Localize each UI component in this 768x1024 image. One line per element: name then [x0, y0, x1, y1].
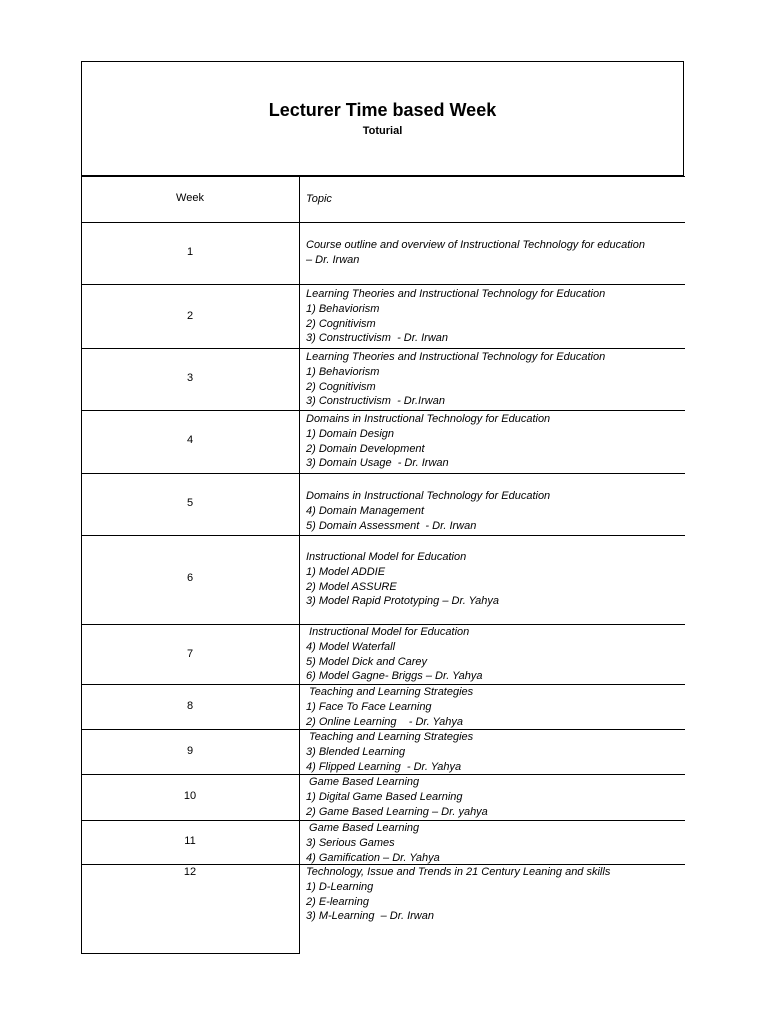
week-number: 9	[186, 745, 194, 757]
topic-line: 3) Domain Usage - Dr. Irwan	[306, 457, 449, 470]
topic-cell	[306, 865, 685, 924]
topic-line: Teaching and Learning Strategies	[306, 731, 474, 743]
week-number: 8	[186, 700, 194, 712]
topic-cell	[306, 489, 685, 533]
topic-line: 2) Cognitivism	[306, 380, 376, 393]
topic-line: 5) Model Dick and Carey	[306, 655, 428, 668]
table-row	[81, 410, 685, 473]
topic-cell	[306, 287, 685, 346]
table-row	[81, 684, 685, 729]
topic-cell	[306, 625, 685, 684]
week-number: 6	[186, 572, 194, 584]
topic-cell	[306, 238, 685, 268]
week-number: 1	[186, 246, 194, 258]
topic-line: 1) Face To Face Learning	[306, 700, 432, 713]
title-box	[81, 61, 684, 176]
topic-line: Instructional Model for Education	[306, 551, 467, 563]
table-row	[81, 284, 685, 348]
topic-line: Game Based Learning	[306, 776, 420, 788]
topic-line: 4) Domain Management	[306, 504, 425, 517]
topic-cell	[306, 412, 685, 471]
week-number: 11	[184, 835, 196, 847]
topic-line: Domains in Instructional Technology for Education	[306, 490, 551, 502]
column-header-topic: Topic	[306, 193, 332, 205]
table-row	[81, 348, 685, 410]
week-number: 2	[186, 310, 194, 322]
column-header-week: Week	[176, 192, 204, 204]
topic-line: Course outline and overview of Instructional Technology for education	[306, 239, 645, 251]
topic-line: 3) Constructivism - Dr.Irwan	[306, 395, 445, 408]
topic-line: 1) Digital Game Based Learning	[306, 790, 463, 803]
topic-cell	[306, 550, 685, 609]
topic-cell	[306, 730, 685, 774]
topic-line: – Dr. Irwan	[306, 253, 360, 266]
week-number: 10	[183, 790, 197, 802]
topic-line: 2) E-learning	[306, 895, 369, 908]
table-row	[81, 535, 685, 624]
topic-line: 2) Game Based Learning – Dr. yahya	[306, 805, 488, 818]
topic-line: Game Based Learning	[306, 822, 420, 834]
topic-line: 3) Serious Games	[306, 836, 395, 849]
topic-line: 3) Model Rapid Prototyping – Dr. Yahya	[306, 595, 500, 608]
page-subtitle: Toturial	[362, 125, 403, 137]
topic-line: 1) D-Learning	[306, 880, 374, 893]
topic-cell	[306, 685, 685, 729]
topic-line: 4) Flipped Learning - Dr. Yahya	[306, 760, 462, 773]
topic-cell	[306, 350, 685, 409]
topic-line: 3) Blended Learning	[306, 745, 406, 758]
topic-line: 1) Domain Design	[306, 427, 395, 440]
topic-line: 2) Model ASSURE	[306, 580, 397, 593]
topic-line: Teaching and Learning Strategies	[306, 686, 474, 698]
topic-cell	[306, 821, 685, 865]
topic-cell	[306, 775, 685, 819]
table-header-row	[81, 176, 685, 222]
table-row	[81, 820, 685, 864]
week-number: 3	[186, 372, 194, 384]
topic-line: 1) Behaviorism	[306, 365, 380, 378]
page-title: Lecturer Time based Week	[268, 100, 497, 120]
topic-line: 3) M-Learning – Dr. Irwan	[306, 910, 434, 923]
table-row	[81, 774, 685, 820]
topic-line: 2) Cognitivism	[306, 317, 376, 330]
topic-line: 3) Constructivism - Dr. Irwan	[306, 332, 449, 345]
topic-line: 6) Model Gagne- Briggs – Dr. Yahya	[306, 670, 483, 683]
topic-line: Learning Theories and Instructional Technology for Education	[306, 288, 606, 300]
table-row	[81, 222, 685, 284]
topic-line: 2) Online Learning - Dr. Yahya	[306, 715, 463, 728]
table-row	[81, 624, 685, 684]
topic-line: Domains in Instructional Technology for Education	[306, 413, 551, 425]
week-number: 4	[186, 434, 194, 446]
topic-line: 1) Behaviorism	[306, 302, 380, 315]
topic-line: 1) Model ADDIE	[306, 565, 386, 578]
week-number: 12	[183, 866, 197, 878]
week-number: 7	[186, 648, 194, 660]
topic-line: Technology, Issue and Trends in 21 Century Leaning and skills	[306, 866, 611, 878]
table-row	[81, 473, 685, 535]
topic-line: 5) Domain Assessment - Dr. Irwan	[306, 519, 477, 532]
table-row	[81, 864, 685, 954]
topic-line: Learning Theories and Instructional Technology for Education	[306, 351, 606, 363]
week-number: 5	[186, 497, 194, 509]
table-row	[81, 729, 685, 774]
topic-line: 2) Domain Development	[306, 442, 425, 455]
topic-line: Instructional Model for Education	[306, 626, 470, 638]
topic-line: 4) Model Waterfall	[306, 640, 396, 653]
topic-line: 4) Gamification – Dr. Yahya	[306, 851, 440, 864]
